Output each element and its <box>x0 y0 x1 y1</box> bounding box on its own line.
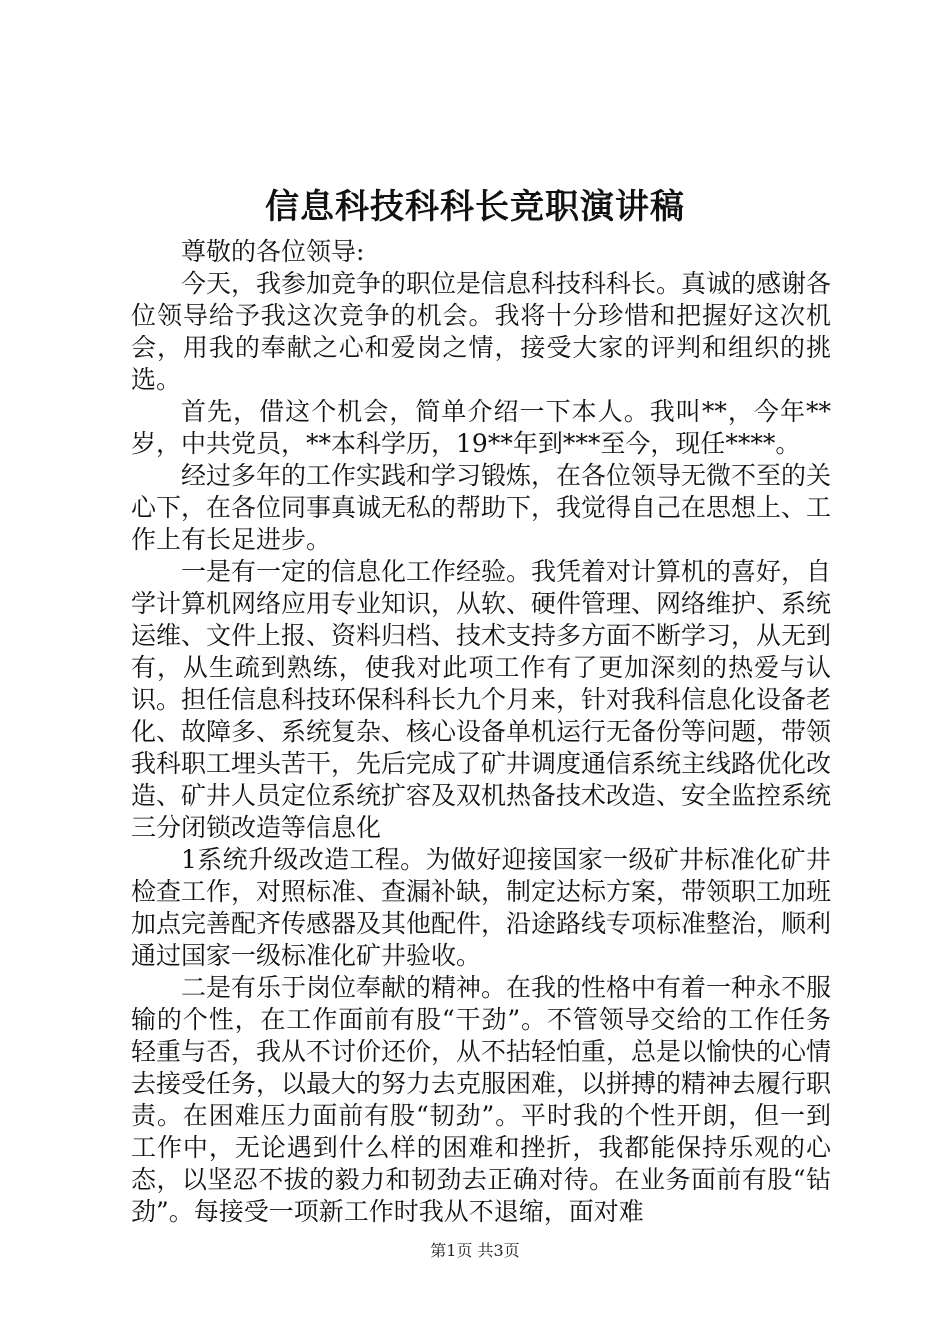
page-title: 信息科技科科长竞职演讲稿 <box>265 187 685 227</box>
body-paragraph: 首先，借这个机会，简单介绍一下本人。我叫**，今年**岁，中共党员，**本科学历，19**年到***至今，现任****。 <box>131 397 831 458</box>
body-paragraph: 二是有乐于岗位奉献的精神。在我的性格中有着一种永不服输的个性，在工作面前有股“干劲”。不管领导交给的工作任务轻重与否，我从不讨价还价，从不拈轻怕重，总是以愉快的心情去接受任务，以最大的努力去克服困难，以拼搏的精神去履行职责。在困难压力面前有股“韧劲”。平时我的个性开朗，但一到工作中，无论遇到什么样的困难和挫折，我都能保持乐观的心态，以坚忍不拔的毅力和韧劲去正确对待。在业务面前有股“钻劲”。每接受一项新工作时我从不退缩，面对难 <box>131 973 832 1226</box>
salutation-paragraph: 尊敬的各位领导: <box>181 237 365 266</box>
page-footer <box>0 1240 950 1262</box>
page-number-indicator: 第1页 共3页 <box>430 1241 520 1260</box>
body-paragraph: 一是有一定的信息化工作经验。我凭着对计算机的喜好，自学计算机网络应用专业知识，从软、硬件管理、网络维护、系统运维、文件上报、资料归档、技术支持多方面不断学习，从无到有，从生疏到熟练，使我对此项工作有了更加深刻的热爱与认识。担任信息科技环保科科长九个月来，针对我科信息化设备老化、故障多、系统复杂、核心设备单机运行无备份等问题，带领我科职工埋头苦干，先后完成了矿井调度通信系统主线路优化改造、矿井人员定位系统扩容及双机热备技术改造、安全监控系统三分闭锁改造等信息化 <box>131 557 832 842</box>
body-paragraph: 今天，我参加竞争的职位是信息科技科科长。真诚的感谢各位领导给予我这次竞争的机会。我将十分珍惜和把握好这次机会，用我的奉献之心和爱岗之情，接受大家的评判和组织的挑选。 <box>131 269 832 394</box>
body-paragraph: 经过多年的工作实践和学习锻炼，在各位领导无微不至的关心下，在各位同事真诚无私的帮助下，我觉得自己在思想上、工作上有长足进步。 <box>131 461 832 554</box>
document-body <box>131 236 831 1228</box>
body-paragraph: 1系统升级改造工程。为做好迎接国家一级矿井标准化矿井检查工作，对照标准、查漏补缺，制定达标方案，带领职工加班加点完善配齐传感器及其他配件，沿途路线专项标准整治，顺利通过国家一级标准化矿井验收。 <box>131 845 832 970</box>
